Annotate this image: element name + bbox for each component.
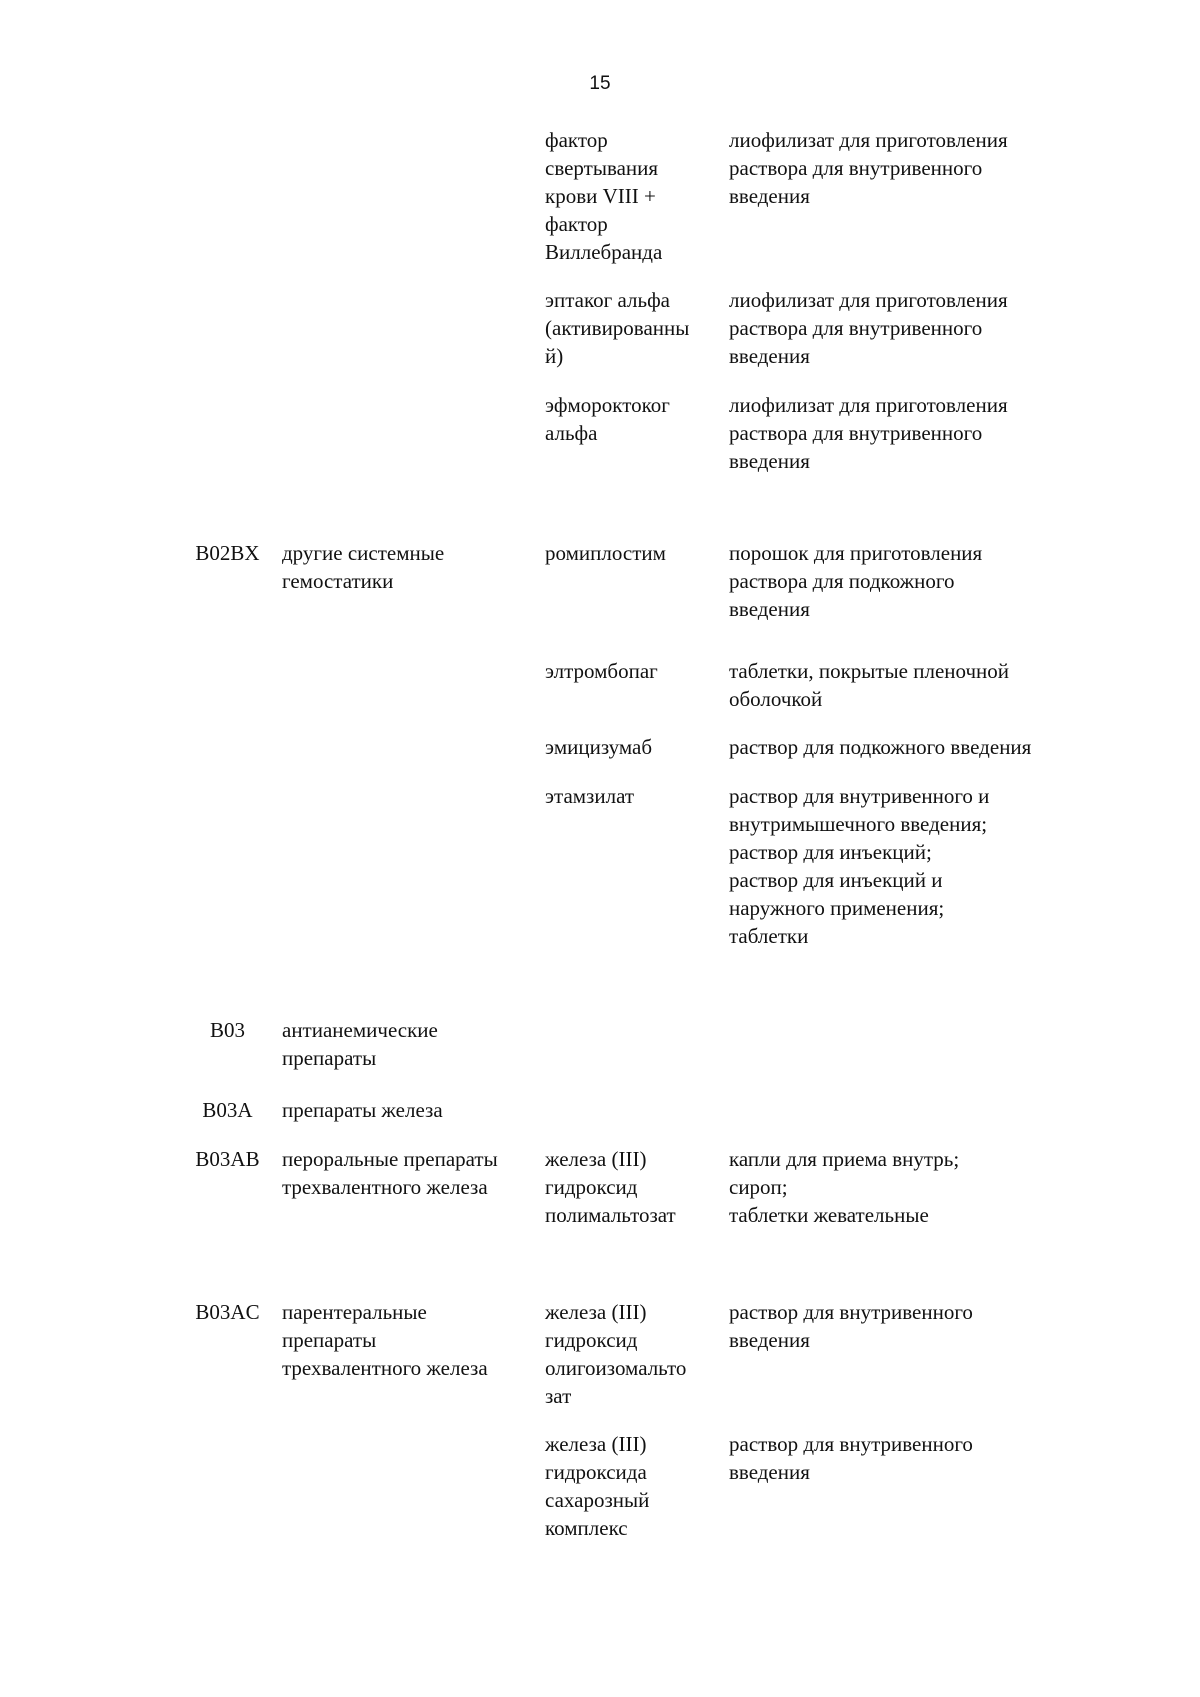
atc-code: B03AC bbox=[195, 1300, 260, 1324]
atc-code: B02BX bbox=[195, 541, 260, 565]
dosage-form: раствор для внутривенного введения bbox=[729, 1432, 973, 1484]
dosage-form: капли для приема внутрь; сироп; таблетки жевательные bbox=[729, 1147, 960, 1227]
drug-name: элтромбопаг bbox=[545, 659, 658, 683]
dosage-form: раствор для подкожного введения bbox=[729, 735, 1032, 759]
drug-name: железа (III) гидроксида сахарозный комплекс bbox=[545, 1432, 650, 1540]
dosage-form: лиофилизат для приготовления раствора для внутривенного введения bbox=[729, 288, 1008, 368]
atc-group-name: другие системные гемостатики bbox=[282, 541, 445, 593]
drug-name: эптаког альфа (активированны й) bbox=[545, 288, 690, 368]
atc-code: B03A bbox=[202, 1098, 253, 1122]
dosage-form: раствор для внутривенного введения bbox=[729, 1300, 973, 1352]
atc-group-name: пероральные препараты трехвалентного железа bbox=[282, 1147, 498, 1199]
dosage-form: раствор для внутривенного и внутримышечного введения; раствор для инъекций; раствор для инъекций и наружного применения; таблетки bbox=[729, 784, 990, 948]
atc-code: B03 bbox=[209, 1018, 245, 1042]
atc-group-name: антианемические препараты bbox=[282, 1018, 438, 1070]
drug-name: фактор свертывания крови VIII + фактор Виллебранда bbox=[545, 128, 663, 264]
dosage-form: порошок для приготовления раствора для подкожного введения bbox=[729, 541, 983, 621]
atc-code: B03AB bbox=[195, 1147, 260, 1171]
atc-group-name: препараты железа bbox=[282, 1098, 443, 1122]
drug-name: этамзилат bbox=[545, 784, 635, 808]
dosage-form: таблетки, покрытые пленочной оболочкой bbox=[729, 659, 1010, 711]
dosage-form: лиофилизат для приготовления раствора для внутривенного введения bbox=[729, 393, 1008, 473]
dosage-form: лиофилизат для приготовления раствора для внутривенного введения bbox=[729, 128, 1008, 208]
drug-name: эмицизумаб bbox=[545, 735, 653, 759]
drug-name: эфмороктоког альфа bbox=[545, 393, 670, 445]
drug-name: железа (III) гидроксид олигоизомальто зат bbox=[545, 1300, 687, 1408]
drug-name: ромиплостим bbox=[545, 541, 666, 565]
page-number: 15 bbox=[589, 73, 611, 94]
drug-name: железа (III) гидроксид полимальтозат bbox=[545, 1147, 676, 1227]
atc-group-name: парентеральные препараты трехвалентного железа bbox=[282, 1300, 488, 1380]
